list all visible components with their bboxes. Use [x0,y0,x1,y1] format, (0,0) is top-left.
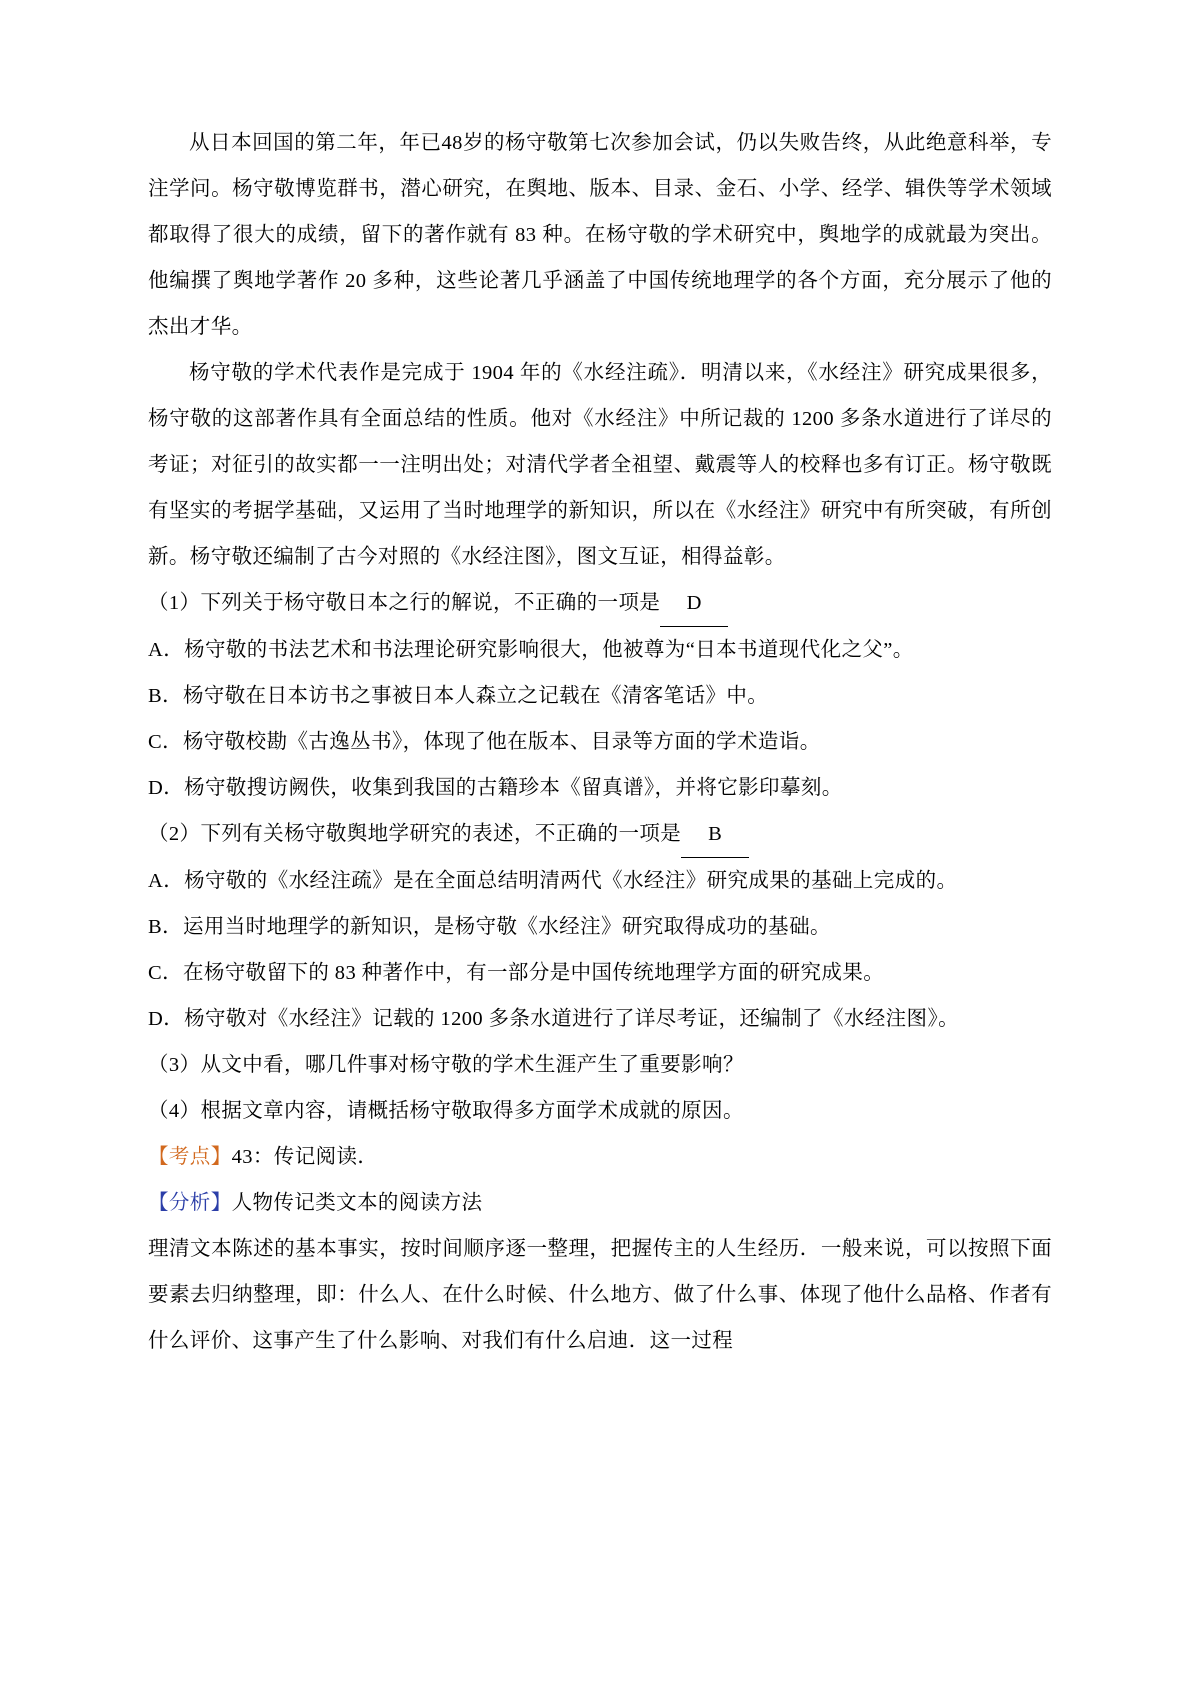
annotation-kaodian-label: 【考点】 [148,1146,232,1168]
body-paragraph-1: 从日本回国的第二年，年已48岁的杨守敬第七次参加会试，仍以失败告终，从此绝意科举，专注学问。杨守敬博览群书，潜心研究，在舆地、版本、目录、金石、小学、经学、辑佚等学术领域都取得了很大的成绩，留下的著作就有 83 种。在杨守敬的学术研究中，舆地学的成就最为突出。他编撰了舆地学著作 20 多种，这些论著几乎涵盖了中国传统地理学的各个方面，充分展示了他的杰出才华。 [148,132,1052,338]
question-2-prompt-text: （2）下列有关杨守敬舆地学研究的表述，不正确的一项是 [148,823,682,845]
analysis-body: 理清文本陈述的基本事实，按时间顺序逐一整理，把握传主的人生经历．一般来说，可以按照下面要素去归纳整理，即：什么人、在什么时候、什么地方、做了什么事、体现了他什么品格、作者有什么评价、这事产生了什么影响、对我们有什么启迪．这一过程 [148,1238,1052,1352]
question-2-option-b: B．运用当时地理学的新知识，是杨守敬《水经注》研究取得成功的基础。 [148,916,831,938]
question-2-option-c: C．在杨守敬留下的 83 种著作中，有一部分是中国传统地理学方面的研究成果。 [148,962,885,984]
annotation-kaodian [148,1134,1052,1180]
annotation-fenxi [148,1180,1052,1226]
question-1-answer: D [660,580,728,627]
annotation-fenxi-label: 【分析】 [148,1192,232,1214]
body-paragraph-2: 杨守敬的学术代表作是完成于 1904 年的《水经注疏》．明清以来，《水经注》研究成果很多，杨守敬的这部著作具有全面总结的性质。他对《水经注》中所记裁的 1200 多条水道进行了详尽的考证；对征引的故实都一一注明出处；对清代学者全祖望、戴震等人的校释也多有订正。杨守敬既有坚实的考据学基础，又运用了当时地理学的新知识，所以在《水经注》研究中有所突破，有所创新。杨守敬还编制了古今对照的《水经注图》，图文互证，相得益彰。 [148,362,1052,568]
question-2-prompt [148,811,1052,858]
question-2-answer: B [681,811,749,858]
question-2-option-a: A．杨守敬的《水经注疏》是在全面总结明清两代《水经注》研究成果的基础上完成的。 [148,870,958,892]
question-2-option-d: D．杨守敬对《水经注》记载的 1200 多条水道进行了详尽考证，还编制了《水经注图》。 [148,1008,960,1030]
question-1-option-d: D．杨守敬搜访阙佚，收集到我国的古籍珍本《留真谱》，并将它影印摹刻。 [148,777,843,799]
question-1-prompt-text: （1）下列关于杨守敬日本之行的解说，不正确的一项是 [148,592,661,614]
annotation-kaodian-text: 43：传记阅读． [231,1146,379,1168]
question-4-prompt: （4）根据文章内容，请概括杨守敬取得多方面学术成就的原因。 [148,1100,744,1122]
question-1-prompt [148,580,1052,627]
question-1-option-a: A．杨守敬的书法艺术和书法理论研究影响很大，他被尊为“日本书道现代化之父”。 [148,639,914,661]
annotation-fenxi-text: 人物传记类文本的阅读方法 [231,1192,483,1214]
question-1-option-c: C．杨守敬校勘《古逸丛书》，体现了他在版本、目录等方面的学术造诣。 [148,731,821,753]
question-1-option-b: B．杨守敬在日本访书之事被日本人森立之记载在《清客笔话》中。 [148,685,769,707]
question-3-prompt: （3）从文中看，哪几件事对杨守敬的学术生涯产生了重要影响？ [148,1054,744,1076]
